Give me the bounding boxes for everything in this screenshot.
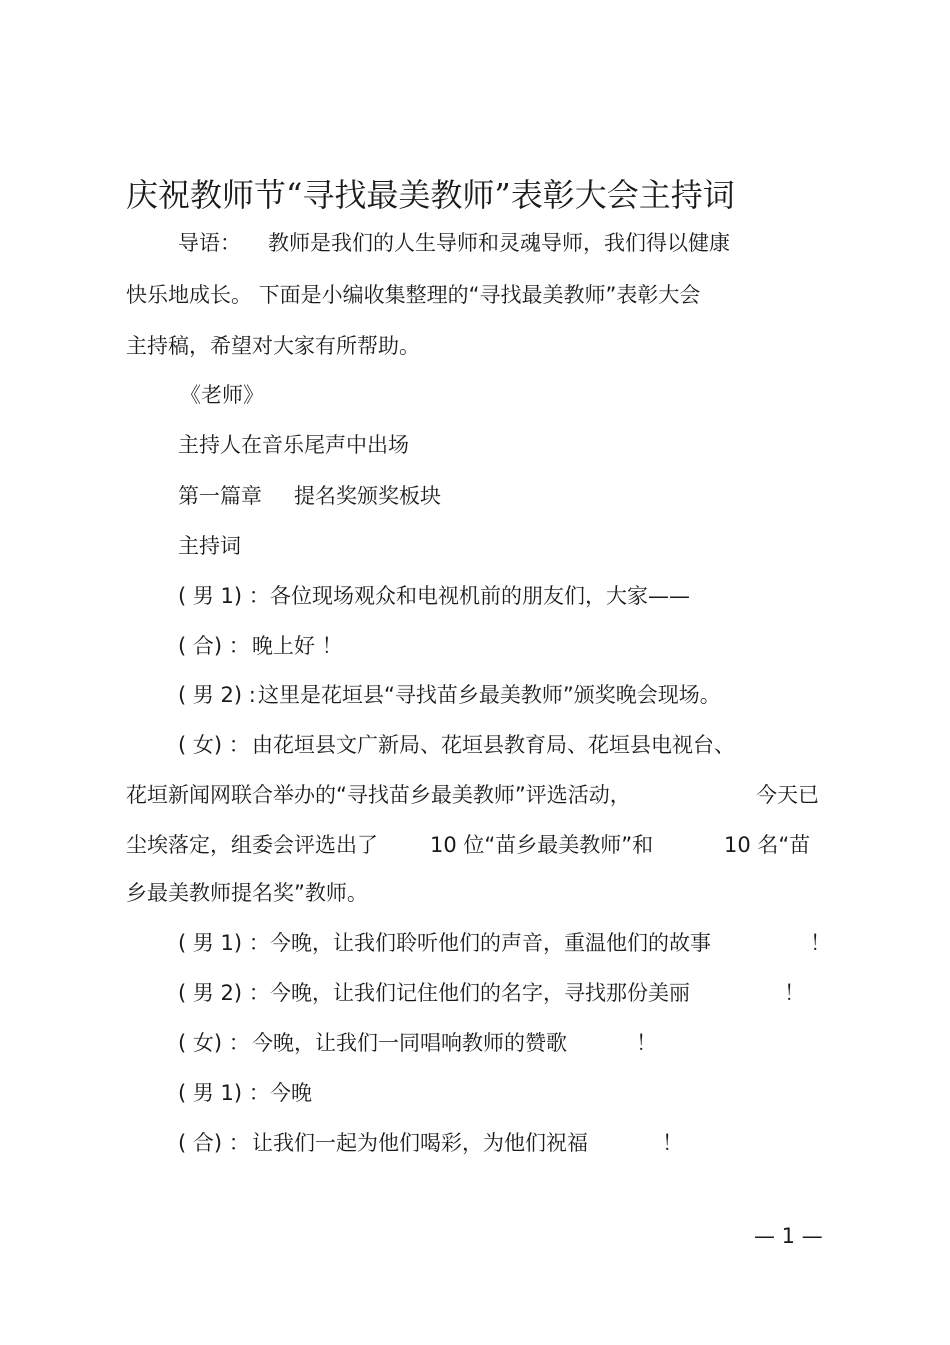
dialogue-end: ！ [662,1131,683,1155]
speaker-label: ( 合) ： [178,634,250,658]
chapter-label: 第一篇章 [178,484,262,508]
dialogue-text: 今晚，让我们一同唱响教师的赞歌 [252,1031,567,1055]
intro-line-2: 快乐地成长。 下面是小编收集整理的“寻找最美教师”表彰大会 [126,283,701,307]
intro-line-3: 主持稿，希望对大家有所帮助。 [126,334,420,358]
continuation-line-1 [126,780,826,810]
dialogue-text: 由花垣县文广新局、花垣县教育局、花垣县电视台、 [252,733,735,757]
dialogue-line [178,581,778,611]
dialogue-line [178,978,828,1008]
intro-line-1 [178,228,818,258]
speaker-label: ( 女) ： [178,1031,250,1055]
chapter-name: 提名奖颁奖板块 [294,484,441,508]
speaker-label: ( 男 2) ： [178,981,270,1005]
dialogue-line [178,1078,578,1108]
section-heading: 主持词 [178,534,241,558]
song-title: 《老师》 [180,383,264,407]
speaker-label: ( 合) ： [178,1131,250,1155]
dialogue-line [178,680,818,710]
stage-direction: 主持人在音乐尾声中出场 [178,433,409,457]
dialogue-text: 各位现场观众和电视机前的朋友们，大家—— [270,584,690,608]
page-number: — 1 — [754,1224,823,1248]
dialogue-end: ！ [784,981,805,1005]
continuation-text: 10 位“苗乡最美教师”和 [430,833,654,857]
continuation-text: 尘埃落定，组委会评选出了 [126,833,378,857]
dialogue-line [178,631,578,661]
speaker-label: ( 男 1) ： [178,931,270,955]
dialogue-line [178,928,831,958]
dialogue-line [178,1028,828,1058]
dialogue-text: 今晚，让我们记住他们的名字，寻找那份美丽 [270,981,690,1005]
continuation-text: 今天已 [756,783,819,807]
continuation-text: 花垣新闻网联合举办的“寻找苗乡最美教师”评选活动， [126,783,631,807]
dialogue-text: 这里是花垣县“寻找苗乡最美教师”颁奖晚会现场。 [258,683,721,707]
speaker-label: ( 男 1) ： [178,584,270,608]
document-title: 庆祝教师节“寻找最美教师”表彰大会主持词 [126,176,735,214]
dialogue-text: 让我们一起为他们喝彩，为他们祝福 [252,1131,588,1155]
dialogue-text: 今晚 [270,1081,312,1105]
speaker-label: ( 男 2) : [178,683,256,707]
continuation-line-2 [126,830,826,860]
continuation-text: 10 名“苗 [724,833,811,857]
dialogue-text: 今晚，让我们聆听他们的声音，重温他们的故事 [270,931,711,955]
speaker-label: ( 男 1) ： [178,1081,270,1105]
continuation-line-3: 乡最美教师提名奖”教师。 [126,881,368,905]
dialogue-line [178,1128,828,1158]
intro-text: 教师是我们的人生导师和灵魂导师，我们得以健康 [268,231,730,255]
dialogue-end: ！ [810,931,831,955]
dialogue-end: ！ [636,1031,657,1055]
dialogue-line [178,730,818,760]
intro-label: 导语： [178,231,241,255]
chapter-heading [178,481,498,511]
speaker-label: ( 女) ： [178,733,250,757]
dialogue-text: 晚上好 ！ [252,634,343,658]
